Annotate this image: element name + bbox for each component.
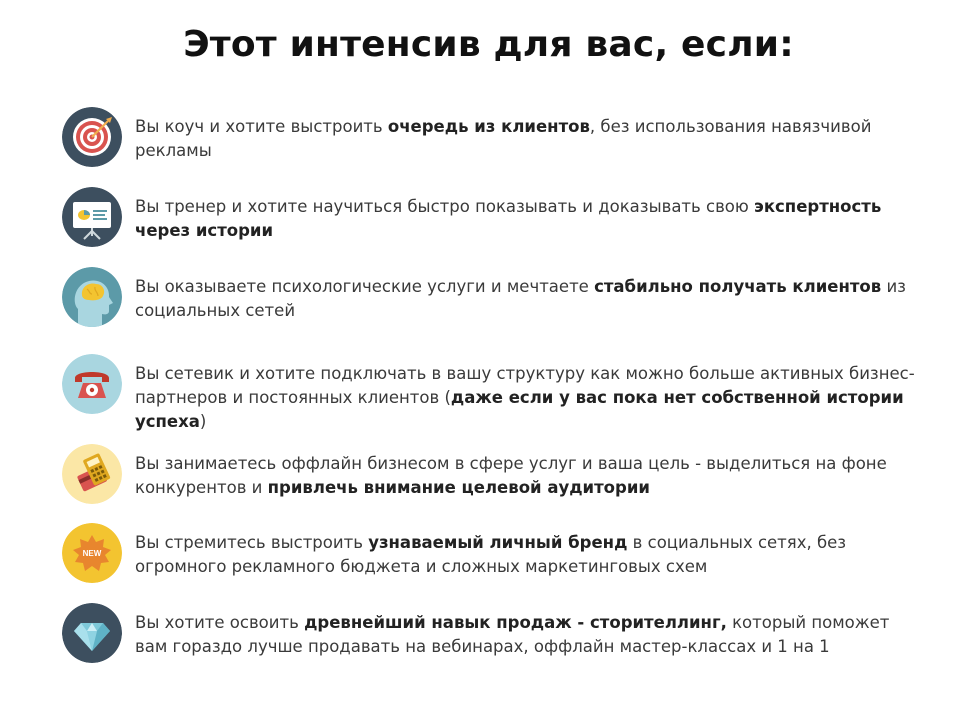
item-text: Вы занимаетесь оффлайн бизнесом в сфере услуг и ваша цель - выделиться на фоне конкурентов и привлечь внимание целевой аудитории xyxy=(135,454,887,497)
list-item xyxy=(62,107,932,169)
list-item xyxy=(62,187,932,249)
item-text: Вы хотите освоить древнейший навык продаж - сторителлинг, который поможет вам гораздо лучше продавать на вебинарах, оффлайн мастер-классах и 1 на 1 xyxy=(135,613,890,656)
list-item xyxy=(62,603,932,665)
target-icon xyxy=(62,107,122,167)
item-text: Вы оказываете психологические услуги и мечтаете стабильно получать клиентов из социальных сетей xyxy=(135,277,906,320)
item-text: Вы сетевик и хотите подключать в вашу структуру как можно больше активных бизнес-партнеров и постоянных клиентов (даже если у вас пока нет собственной истории успеха) xyxy=(135,364,915,431)
list-item xyxy=(62,523,932,585)
diamond-icon xyxy=(62,603,122,663)
item-text: Вы коуч и хотите выстроить очередь из клиентов, без использования навязчивой рекламы xyxy=(135,117,872,160)
new-badge-icon xyxy=(62,523,122,583)
item-text: Вы тренер и хотите научиться быстро показывать и доказывать свою экспертность через истории xyxy=(135,197,882,240)
item-text: Вы стремитесь выстроить узнаваемый личный бренд в социальных сетях, без огромного рекламного бюджета и сложных маркетинговых схем xyxy=(135,533,847,576)
brain-head-icon xyxy=(62,267,122,327)
page-title: Этот интенсив для вас, если: xyxy=(183,24,794,65)
new-badge-label: NEW xyxy=(82,549,102,558)
telephone-icon xyxy=(62,354,122,414)
list-item xyxy=(62,444,932,506)
presentation-board-icon xyxy=(62,187,122,247)
list-item xyxy=(62,354,932,431)
list-item xyxy=(62,267,932,329)
calculator-card-icon xyxy=(62,444,122,504)
